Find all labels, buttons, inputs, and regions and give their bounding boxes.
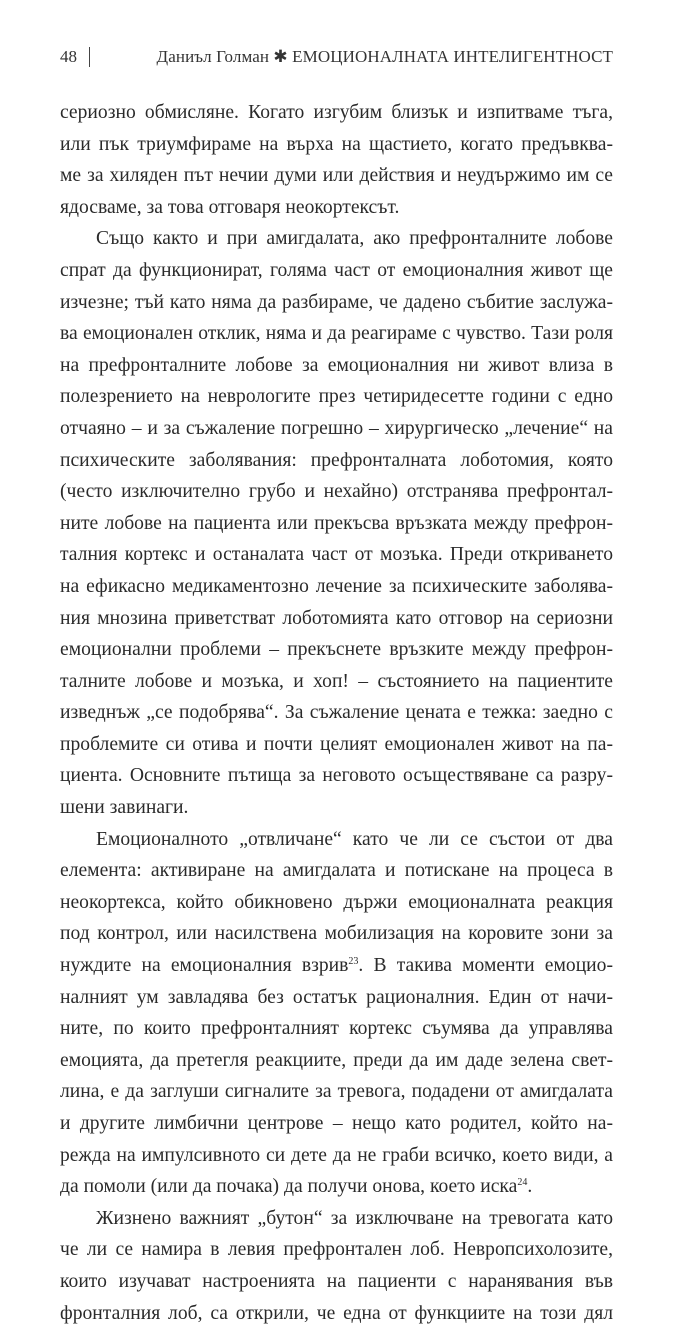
line-text: на ефикасно медикаментозно лечение за психическите заболява- [60, 575, 613, 597]
footnote-reference[interactable]: 23 [348, 956, 359, 968]
line-text: шени завинаги. [60, 797, 189, 819]
text-line [60, 1298, 613, 1329]
line-text: сериозно обмисляне. Когато изгубим близък и изпитваме тъга, [60, 102, 613, 123]
line-text: емоционални проблеми – прекъснете връзките между префрон- [60, 639, 613, 661]
line-text-continued: . В такива моменти емоцио- [358, 955, 613, 977]
line-text: Също както и при амигдалата, ако префронталните лобове [96, 228, 613, 250]
line-text: проблемите си отива и почти целият емоционален живот на па- [60, 733, 613, 755]
text-line [60, 129, 613, 161]
text-line [60, 982, 613, 1014]
line-text: талния кортекс и останалата част от мозъка. Преди откриването [60, 544, 613, 566]
line-text: режда на импулсивното си дете да не граби всичко, което види, а [60, 1144, 613, 1166]
line-text: налният ум завладява без остатък рационалния. Един от начи- [60, 986, 613, 1008]
line-text: психическите заболявания: префронталната лоботомия, която [60, 449, 613, 471]
text-line [60, 476, 613, 508]
text-line [60, 1013, 613, 1045]
text-line [60, 729, 613, 761]
line-text: които изучават настроенията на пациенти с наранявания във [60, 1270, 613, 1292]
line-text: неокортекса, който обикновено държи емоционалната реакция [60, 891, 613, 913]
line-text: да помоли (или да почака) да получи онова, което иска [60, 1176, 518, 1198]
text-line [60, 1108, 613, 1140]
line-text: ва емоционален отклик, няма и да реагираме с чувство. Тази роля [60, 323, 613, 345]
line-text: изчезне; тъй като няма да разбираме, че дадено събитие заслужа- [60, 291, 613, 313]
text-line [60, 1045, 613, 1077]
text-line [60, 508, 613, 540]
line-text: (често изключително грубо и нехайно) отстранява префронтал- [60, 481, 613, 503]
line-text: под контрол, или насилствена мобилизация на коровите зони за [60, 923, 613, 945]
line-text: нуждите на емоционалния взрив [60, 955, 349, 977]
text-line [60, 413, 613, 445]
text-line [60, 445, 613, 477]
text-line [60, 1140, 613, 1172]
line-text: емоцията, да претегля реакциите, преди да им даде зелена свет- [60, 1049, 613, 1071]
line-text: лина, е да заглуши сигналите за тревога, подадени от амигдалата [60, 1081, 613, 1103]
page-number: 48 [60, 47, 77, 66]
text-line [60, 255, 613, 287]
text-line [60, 223, 613, 255]
text-line [60, 350, 613, 382]
text-line [60, 1076, 613, 1108]
line-text: полезрението на неврологите през четиридесетте години с едно [60, 386, 613, 408]
line-text: ния мнозина приветстват лоботомията като отговор на сериозни [60, 607, 613, 629]
text-line [60, 666, 613, 698]
text-line [60, 760, 613, 792]
text-line [60, 824, 613, 856]
line-text: циента. Основните пътища за неговото осъществяване са разру- [60, 765, 613, 787]
text-line [60, 539, 613, 571]
text-line [60, 697, 613, 729]
line-text: отчаяно – и за съжаление погрешно – хирургическо „лечение“ на [60, 417, 613, 439]
line-text: или пък триумфираме на върха на щастието, когато предъвква- [60, 133, 613, 155]
text-line [60, 918, 613, 950]
text-line [60, 887, 613, 919]
text-line [60, 1234, 613, 1266]
text-line [60, 318, 613, 350]
running-head: Даниъл Голман ✱ ЕМОЦИОНАЛНАТА ИНТЕЛИГЕНТНОСТ [156, 47, 613, 66]
line-text: талните лобове и мозъка, и хоп! – състоянието на пациентите [60, 670, 613, 692]
text-line [60, 97, 613, 129]
text-line [60, 381, 613, 413]
text-line [60, 634, 613, 666]
line-text: Емоционалното „отвличане“ като че ли се състои от два [96, 828, 613, 850]
line-text: изведнъж „се подобрява“. За съжаление цената е тежка: заедно с [60, 702, 613, 724]
header-divider [89, 47, 90, 67]
line-text: Жизнено важният „бутон“ за изключване на тревогата като [96, 1207, 613, 1229]
line-text: че ли се намира в левия префронтален лоб. Невропсихолозите, [60, 1239, 613, 1261]
text-line [60, 792, 613, 824]
line-text: фронталния лоб, са открили, че една от функциите на този дял [60, 1302, 613, 1324]
line-text-continued: . [527, 1176, 533, 1198]
text-line [60, 160, 613, 192]
text-line [60, 950, 613, 982]
line-text: ме за хиляден път нечии думи или действия и неудържимо им се [60, 165, 613, 187]
text-line [60, 855, 613, 887]
footnote-reference[interactable]: 24 [517, 1177, 528, 1189]
line-text: елемента: активиране на амигдалата и потискане на процеса в [60, 860, 613, 882]
line-text: ните, по които префронталният кортекс съумява да управлява [60, 1018, 613, 1040]
line-text: спрат да функционират, голяма част от емоционалния живот ще [60, 259, 613, 281]
text-line [60, 571, 613, 603]
text-line [60, 192, 613, 224]
text-line [60, 603, 613, 635]
text-line [60, 287, 613, 319]
text-line [60, 1171, 613, 1203]
line-text: ядосваме, за това отговаря неокортексът. [60, 196, 400, 218]
page-header [60, 47, 613, 71]
line-text: ните лобове на пациента или прекъсва връзката между префрон- [60, 512, 613, 534]
body-text [60, 97, 613, 1329]
text-line [60, 1266, 613, 1298]
line-text: на префронталните лобове за емоционалния ни живот влиза в [60, 354, 613, 376]
line-text: и другите лимбични центрове – нещо като родител, който на- [60, 1113, 613, 1134]
text-line [60, 1203, 613, 1235]
